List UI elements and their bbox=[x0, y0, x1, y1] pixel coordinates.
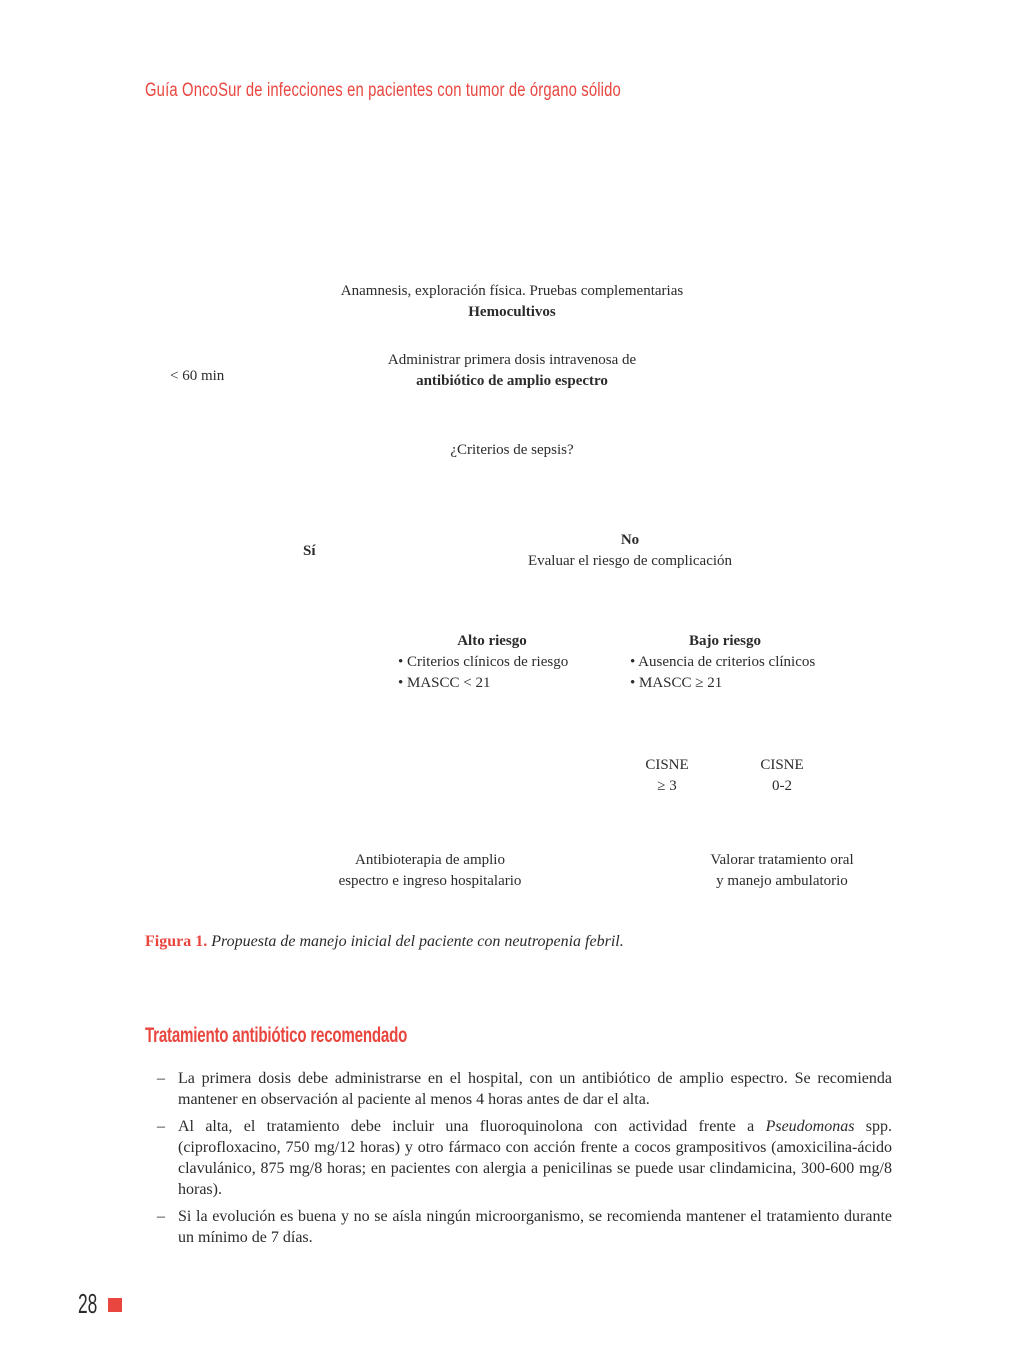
flow-question-sepsis: ¿Criterios de sepsis? bbox=[450, 442, 574, 458]
flow-branch-no bbox=[480, 530, 780, 572]
flow-step-assessment-line2: Hemocultivos bbox=[468, 304, 556, 320]
low-risk-item: • MASCC ≥ 21 bbox=[630, 675, 723, 691]
outcome-hospital-line1: Antibioterapia de amplio bbox=[355, 852, 505, 868]
section-heading: Tratamiento antibiótico recomendado bbox=[145, 1024, 408, 1047]
outcome-ambulatory-line2: y manejo ambulatorio bbox=[716, 873, 848, 889]
flow-high-risk bbox=[398, 631, 586, 694]
flow-outcome-ambulatory bbox=[662, 850, 902, 892]
list-item bbox=[157, 1068, 892, 1110]
running-header: Guía OncoSur de infecciones en pacientes con tumor de órgano sólido bbox=[145, 80, 621, 101]
list-item-text-post: spp. (ciprofloxacino, 750 mg/12 horas) y otro fármaco con acción frente a cocos grampositivos (amoxicilina-ácido clavulánico, 875 mg/8 horas; en pacientes con alergia a penicilinas se puede usar clindamicina, 300-600 mg/8 horas). bbox=[178, 1118, 892, 1198]
high-risk-item: • MASCC < 21 bbox=[398, 675, 491, 691]
list-item-text: Si la evolución es buena y no se aísla ningún microorganismo, se recomienda mantener el tratamiento durante un mínimo de 7 días. bbox=[178, 1208, 892, 1246]
flow-cisne-high bbox=[617, 755, 717, 797]
figure-caption-label: Figura 1. bbox=[145, 933, 208, 950]
flow-cisne-low bbox=[732, 755, 832, 797]
list-item-text: La primera dosis debe administrarse en el hospital, con un antibiótico de amplio espectro. Se recomienda mantener en observación al paciente al menos 4 horas antes de dar el alta. bbox=[178, 1070, 892, 1108]
flow-branch-no-text: Evaluar el riesgo de complicación bbox=[527, 553, 733, 569]
recommendation-list bbox=[157, 1068, 892, 1254]
time-limit-label: < 60 min bbox=[170, 368, 225, 384]
high-risk-title: Alto riesgo bbox=[457, 633, 527, 649]
flow-step-antibiotic-line2: antibiótico de amplio espectro bbox=[416, 373, 608, 389]
list-item-text-pre: Al alta, el tratamiento debe incluir una fluoroquinolona con actividad frente a bbox=[178, 1118, 766, 1135]
cisne-low-line1: CISNE bbox=[760, 757, 804, 773]
flow-branch-yes: Sí bbox=[303, 543, 316, 559]
flow-branch-no-label: No bbox=[620, 532, 640, 548]
page-marker-square bbox=[108, 1298, 122, 1312]
list-dash: – bbox=[157, 1070, 165, 1087]
low-risk-title: Bajo riesgo bbox=[688, 633, 762, 649]
flow-outcome-hospital bbox=[290, 850, 570, 892]
outcome-ambulatory-line1: Valorar tratamiento oral bbox=[710, 852, 854, 868]
figure-caption bbox=[145, 933, 624, 951]
page-number: 28 bbox=[78, 1288, 98, 1319]
figure-caption-text: Propuesta de manejo inicial del paciente con neutropenia febril. bbox=[211, 933, 624, 950]
list-item-italic: Pseudomonas bbox=[765, 1118, 855, 1135]
flow-low-risk bbox=[630, 631, 820, 694]
list-item bbox=[157, 1116, 892, 1200]
list-dash: – bbox=[157, 1208, 165, 1225]
low-risk-item: • Ausencia de criterios clínicos bbox=[630, 654, 816, 670]
flow-step-assessment-line1: Anamnesis, exploración física. Pruebas complementarias bbox=[340, 283, 684, 299]
flow-step-antibiotic bbox=[312, 350, 712, 392]
outcome-hospital-line2: espectro e ingreso hospitalario bbox=[338, 873, 522, 889]
cisne-low-line2: 0-2 bbox=[772, 778, 792, 794]
flow-step-antibiotic-line1: Administrar primera dosis intravenosa de bbox=[387, 352, 637, 368]
flow-step-assessment bbox=[262, 281, 762, 323]
high-risk-item: • Criterios clínicos de riesgo bbox=[398, 654, 569, 670]
cisne-high-line1: CISNE bbox=[645, 757, 689, 773]
cisne-high-line2: ≥ 3 bbox=[657, 778, 677, 794]
list-dash: – bbox=[157, 1118, 165, 1135]
list-item bbox=[157, 1206, 892, 1248]
